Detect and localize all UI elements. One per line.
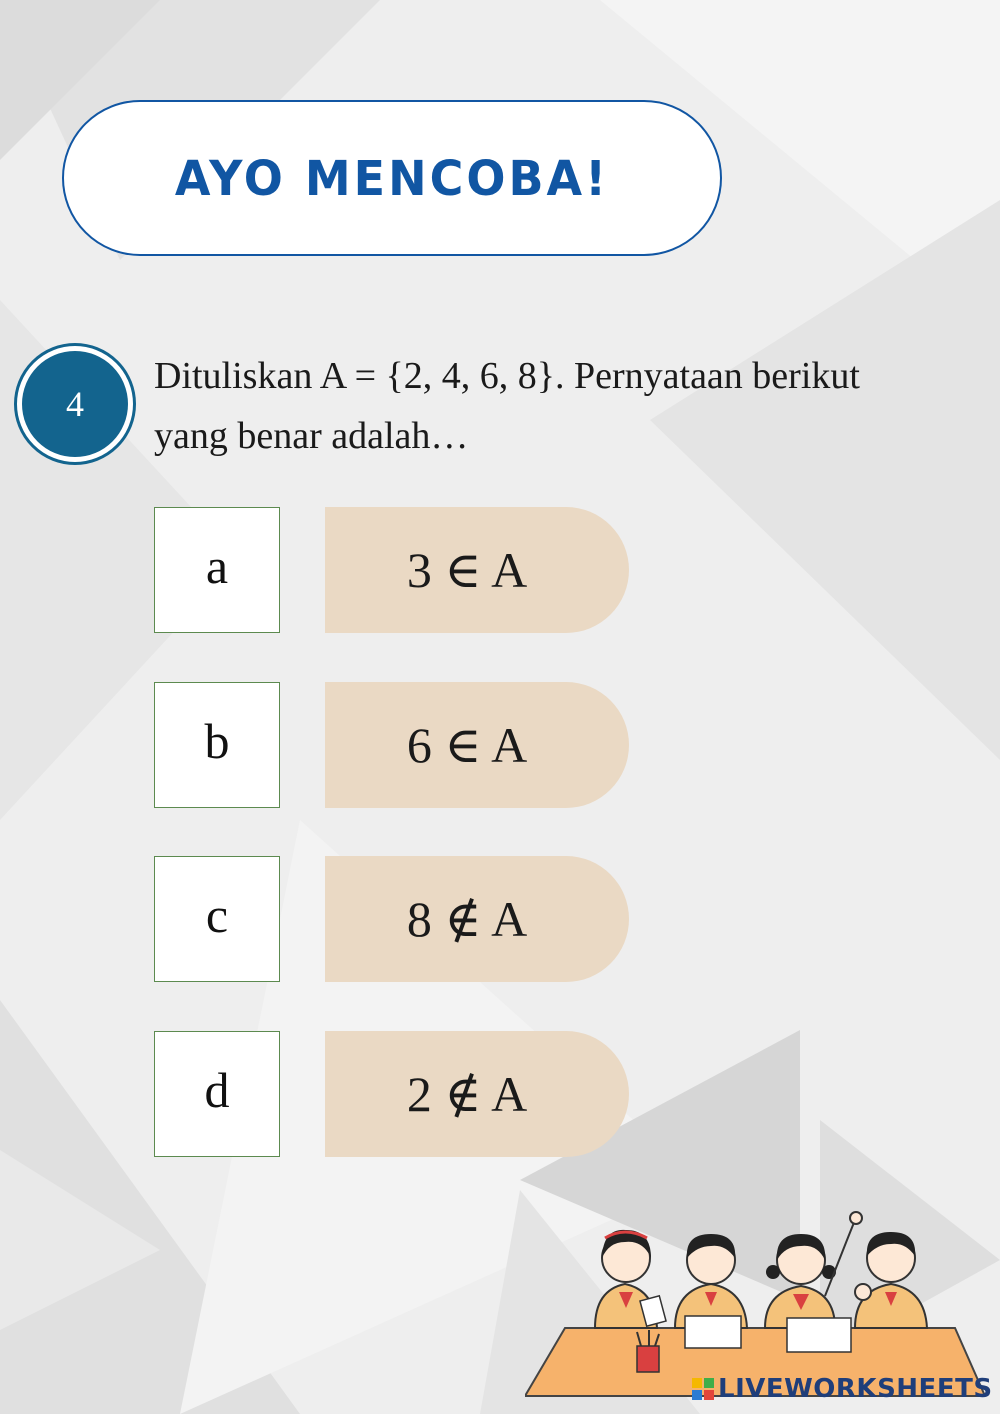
- question-line-1: Dituliskan A = {2, 4, 6, 8}. Pernyataan berikut: [154, 355, 860, 397]
- option-c-answer[interactable]: 8 ∉ A: [325, 856, 629, 982]
- option-d-answer[interactable]: 2 ∉ A: [325, 1031, 629, 1157]
- students-cheering-illustration: [525, 1200, 985, 1400]
- liveworksheets-brand: [692, 1374, 993, 1404]
- option-b-answer[interactable]: 6 ∈ A: [325, 682, 629, 808]
- question-line-2: yang benar adalah…: [154, 415, 469, 457]
- option-b-letter[interactable]: b: [154, 682, 280, 808]
- option-a-letter[interactable]: a: [154, 507, 280, 633]
- question-text: [154, 346, 974, 466]
- student-1-figure: [595, 1230, 666, 1328]
- student-2-figure: [675, 1234, 747, 1348]
- liveworksheets-logo-icon: [692, 1378, 714, 1400]
- question-number: 4: [22, 351, 128, 457]
- option-d-letter[interactable]: d: [154, 1031, 280, 1157]
- option-c-letter[interactable]: c: [154, 856, 280, 982]
- page-title: AYO MENCOBA!: [174, 149, 610, 207]
- question-number-badge: [14, 343, 136, 465]
- title-banner: [62, 100, 722, 256]
- option-a-answer[interactable]: 3 ∈ A: [325, 507, 629, 633]
- student-4-figure: [855, 1232, 927, 1328]
- brand-name: LIVEWORKSHEETS: [718, 1374, 993, 1404]
